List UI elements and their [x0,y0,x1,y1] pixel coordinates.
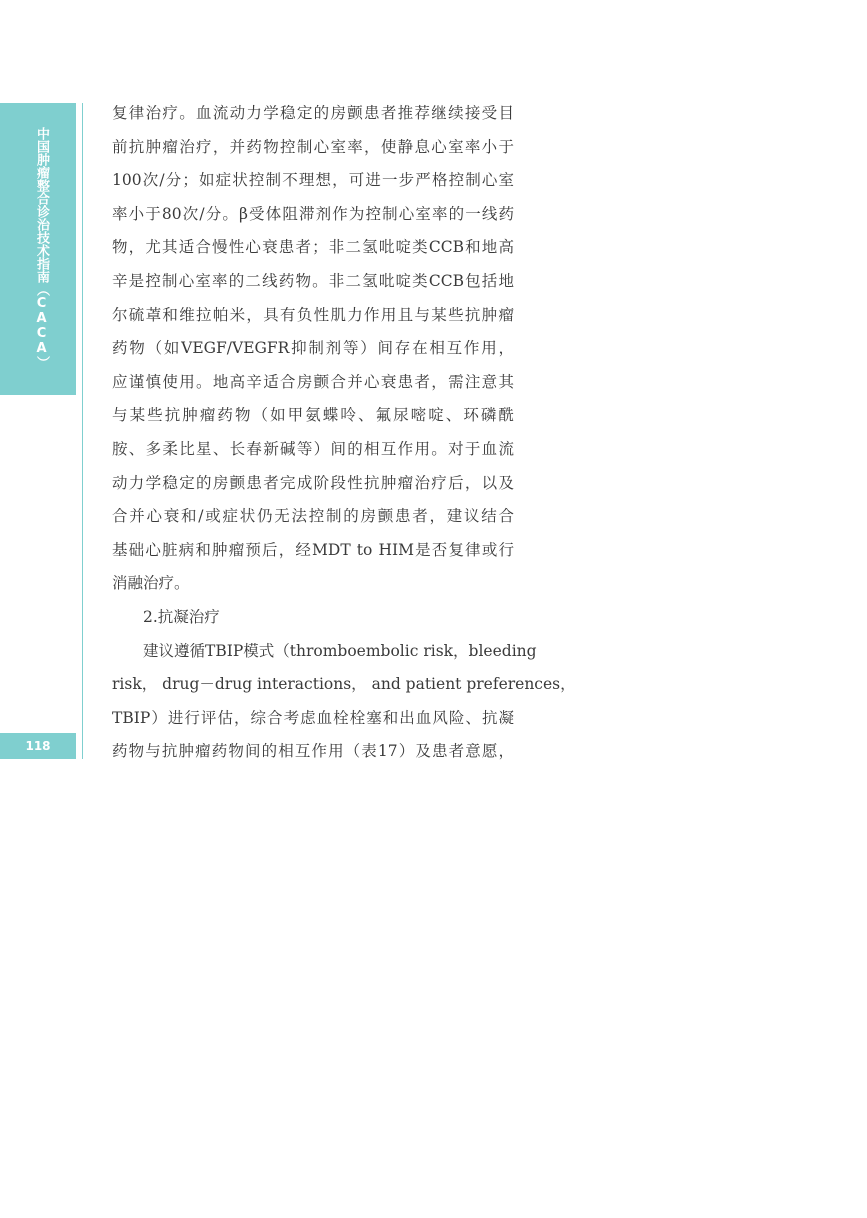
text-line: 复律治疗。血流动力学稳定的房颤患者推荐继续接受目 [112,104,514,122]
text-line: 合并心衰和/或症状仍无法控制的房颤患者，建议结合 [112,507,514,526]
text-line: 药物与抗肿瘤药物间的相互作用（表17）及患者意愿， [112,742,514,761]
text-line: 与某些抗肿瘤药物（如甲氨蝶呤、氟尿嘧啶、环磷酰 [112,406,514,425]
text-line: 动力学稳定的房颤患者完成阶段性抗肿瘤治疗后，以及 [112,473,514,492]
section-heading: 2.抗凝治疗 [143,607,220,626]
body-text [112,97,576,769]
text-line: risk， drug－drug interactions， and patient preferences， [112,675,576,694]
text-line: TBIP）进行评估，综合考虑血栓栓塞和出血风险、抗凝 [112,708,514,727]
book-title: 中国肿瘤整合诊治技术指南（CACA） [34,127,49,369]
text-line: 胺、多柔比星、长春新碱等）间的相互作用。对于血流 [112,439,514,458]
page-number: 118 [0,733,76,759]
text-line: 应谨慎使用。地高辛适合房颤合并心衰患者，需注意其 [112,372,514,391]
text-line: 100次/分；如症状控制不理想，可进一步严格控制心室 [112,171,514,190]
text-line: 尔硫䓬和维拉帕米，具有负性肌力作用且与某些抗肿瘤 [112,305,514,324]
text-line: 前抗肿瘤治疗，并药物控制心室率，使静息心室率小于 [112,137,514,156]
text-line: 率小于80次/分。β受体阻滞剂作为控制心室率的一线药 [112,204,514,223]
text-line: 药物（如VEGF/VEGFR抑制剂等）间存在相互作用， [112,339,514,358]
text-line: 基础心脏病和肿瘤预后，经MDT to HIM是否复律或行 [112,540,514,559]
text-line: 辛是控制心室率的二线药物。非二氢吡啶类CCB包括地 [112,271,514,290]
text-line: 物，尤其适合慢性心衰患者；非二氢吡啶类CCB和地高 [112,238,514,257]
margin-rule [82,103,83,759]
paragraph [112,635,576,769]
text-line: 建议遵循TBIP模式（thromboembolic risk，bleeding [143,641,537,660]
text-line: 消融治疗。 [112,574,190,593]
paragraph [112,97,514,601]
